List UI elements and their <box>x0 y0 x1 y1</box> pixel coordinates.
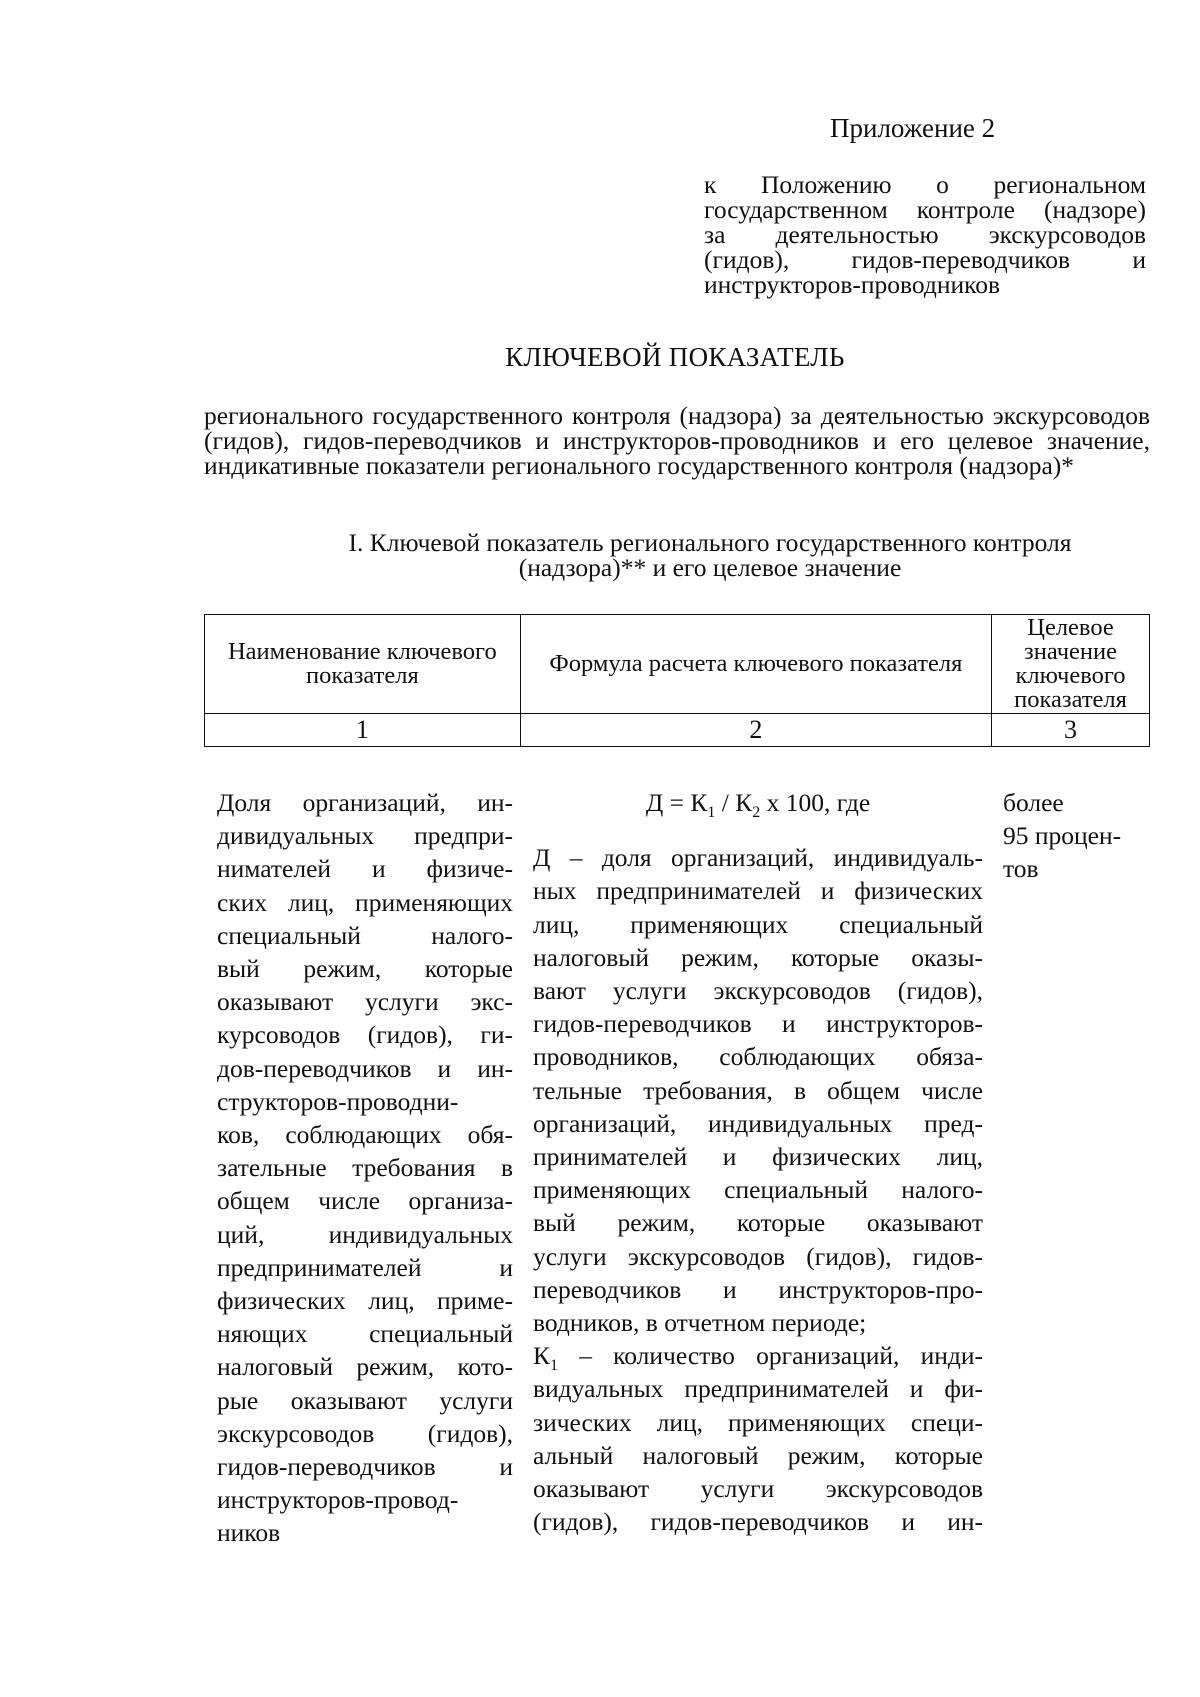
appendix-ref-line: государственном контроле (надзоре) <box>704 195 1146 224</box>
table-col-number: 2 <box>520 714 991 747</box>
text-line: принимателей и физических лиц, <box>533 1142 983 1172</box>
section-heading-line: (надзора)** и его целевое значение <box>518 553 902 582</box>
text-line: Доля организаций, ин- <box>217 788 513 817</box>
document-subtitle: регионального государственного контроля (надзора) за деятельностью экскурсоводов (гидов), гидов-переводчиков и инструкторов-проводников и его целевое значение, индикативные показатели регионального государственного контроля (надзора)* <box>204 401 1150 480</box>
text-line: лиц, применяющих специальный <box>533 909 983 939</box>
k1-definition <box>533 1372 983 1538</box>
document-title: КЛЮЧЕВОЙ ПОКАЗАТЕЛЬ <box>505 342 845 372</box>
target-value-line: 95 процен- <box>1003 821 1122 851</box>
text-line: применяющих специальный налого- <box>533 1175 983 1205</box>
formula: $Д = К_1 / К_2$ х 100, где <box>645 788 871 822</box>
text-line: вый режим, которые <box>217 954 513 984</box>
text-line: дивидуальных предпри- <box>217 821 513 851</box>
text-line: организаций, индивидуальных пред- <box>533 1108 983 1138</box>
text-line: структоров-проводни- <box>217 1086 459 1116</box>
table-col-number: 3 <box>992 714 1150 747</box>
formula-column <box>533 786 983 1538</box>
text-line: ников <box>217 1518 281 1548</box>
text-line: ских лиц, применяющих <box>217 887 513 917</box>
text-line: дов-переводчиков и ин- <box>217 1053 513 1083</box>
text-line: ций, индивидуальных <box>217 1219 513 1249</box>
text-line: специальный налого- <box>217 920 513 950</box>
text-line: (гидов), гидов-переводчиков и ин- <box>533 1507 983 1537</box>
text-line: общем числе организа- <box>217 1186 513 1216</box>
table-col-number: 1 <box>205 714 521 747</box>
table-header-formula: Формула расчета ключевого показателя <box>520 615 991 714</box>
section-heading-line: I. Ключевой показатель регионального государственного контроля <box>348 528 1072 557</box>
text-line: курсоводов (гидов), ги- <box>217 1020 513 1050</box>
text-line: услуги экскурсоводов (гидов), гидов- <box>533 1241 983 1271</box>
text-line: водников, в отчетном периоде; <box>533 1308 867 1338</box>
text-line: оказывают услуги экс- <box>217 987 513 1017</box>
text-line: ков, соблюдающих обя- <box>217 1120 513 1150</box>
text-line: альный налоговый режим, которые <box>533 1440 983 1470</box>
target-value-line: тов <box>1003 854 1039 884</box>
text-line: вают услуги экскурсоводов (гидов), <box>533 976 983 1006</box>
text-line: зических лиц, применяющих специ- <box>533 1407 983 1437</box>
appendix-label: Приложение 2 <box>830 113 996 143</box>
appendix-ref-line: за деятельностью экскурсоводов <box>704 220 1146 249</box>
text-line: видуальных предпринимателей и фи- <box>533 1374 983 1404</box>
text-line: оказывают услуги экскурсоводов <box>533 1474 983 1504</box>
text-line: физических лиц, приме- <box>217 1286 513 1316</box>
text-line: налоговый режим, которые оказы- <box>533 942 983 972</box>
indicator-table-header <box>204 614 1150 747</box>
appendix-ref-line: инструкторов-проводников <box>704 270 1001 299</box>
text-line: нимателей и физиче- <box>217 854 513 884</box>
appendix-ref-line: (гидов), гидов-переводчиков и <box>704 245 1146 274</box>
text-line: налоговый режим, кото- <box>217 1352 513 1382</box>
text-line: проводников, соблюдающих обяза- <box>533 1042 983 1072</box>
appendix-reference <box>704 172 1146 297</box>
text-line: вый режим, которые оказывают <box>533 1208 983 1238</box>
text-line: инструкторов-провод- <box>217 1485 459 1515</box>
target-value-column <box>1003 786 1143 886</box>
table-header-name: Наименование ключевого показателя <box>205 615 521 714</box>
text-line: гидов-переводчиков и <box>217 1452 513 1482</box>
formula-explanation <box>533 841 983 1339</box>
appendix-ref-line: к Положению о региональном <box>704 170 1146 199</box>
text-line: тельные требования, в общем числе <box>533 1075 983 1105</box>
k1-definition-line: $К_1$ – количество организаций, инди- <box>533 1341 983 1375</box>
text-line: Д – доля организаций, индивидуаль- <box>533 843 983 873</box>
text-line: зательные требования в <box>217 1153 513 1183</box>
text-line: предпринимателей и <box>217 1252 513 1282</box>
indicator-name-column <box>217 786 513 1550</box>
table-header-target: Целевое значение ключевого показателя <box>992 615 1150 714</box>
text-line: переводчиков и инструкторов-про- <box>533 1274 983 1304</box>
text-line: гидов-переводчиков и инструкторов- <box>533 1009 983 1039</box>
text-line: няющих специальный <box>217 1319 513 1349</box>
section-heading <box>250 530 1170 580</box>
text-line: рые оказывают услуги <box>217 1385 513 1415</box>
text-line: ных предпринимателей и физических <box>533 876 983 906</box>
text-line: экскурсоводов (гидов), <box>217 1418 513 1448</box>
target-value-line: более <box>1003 788 1064 817</box>
